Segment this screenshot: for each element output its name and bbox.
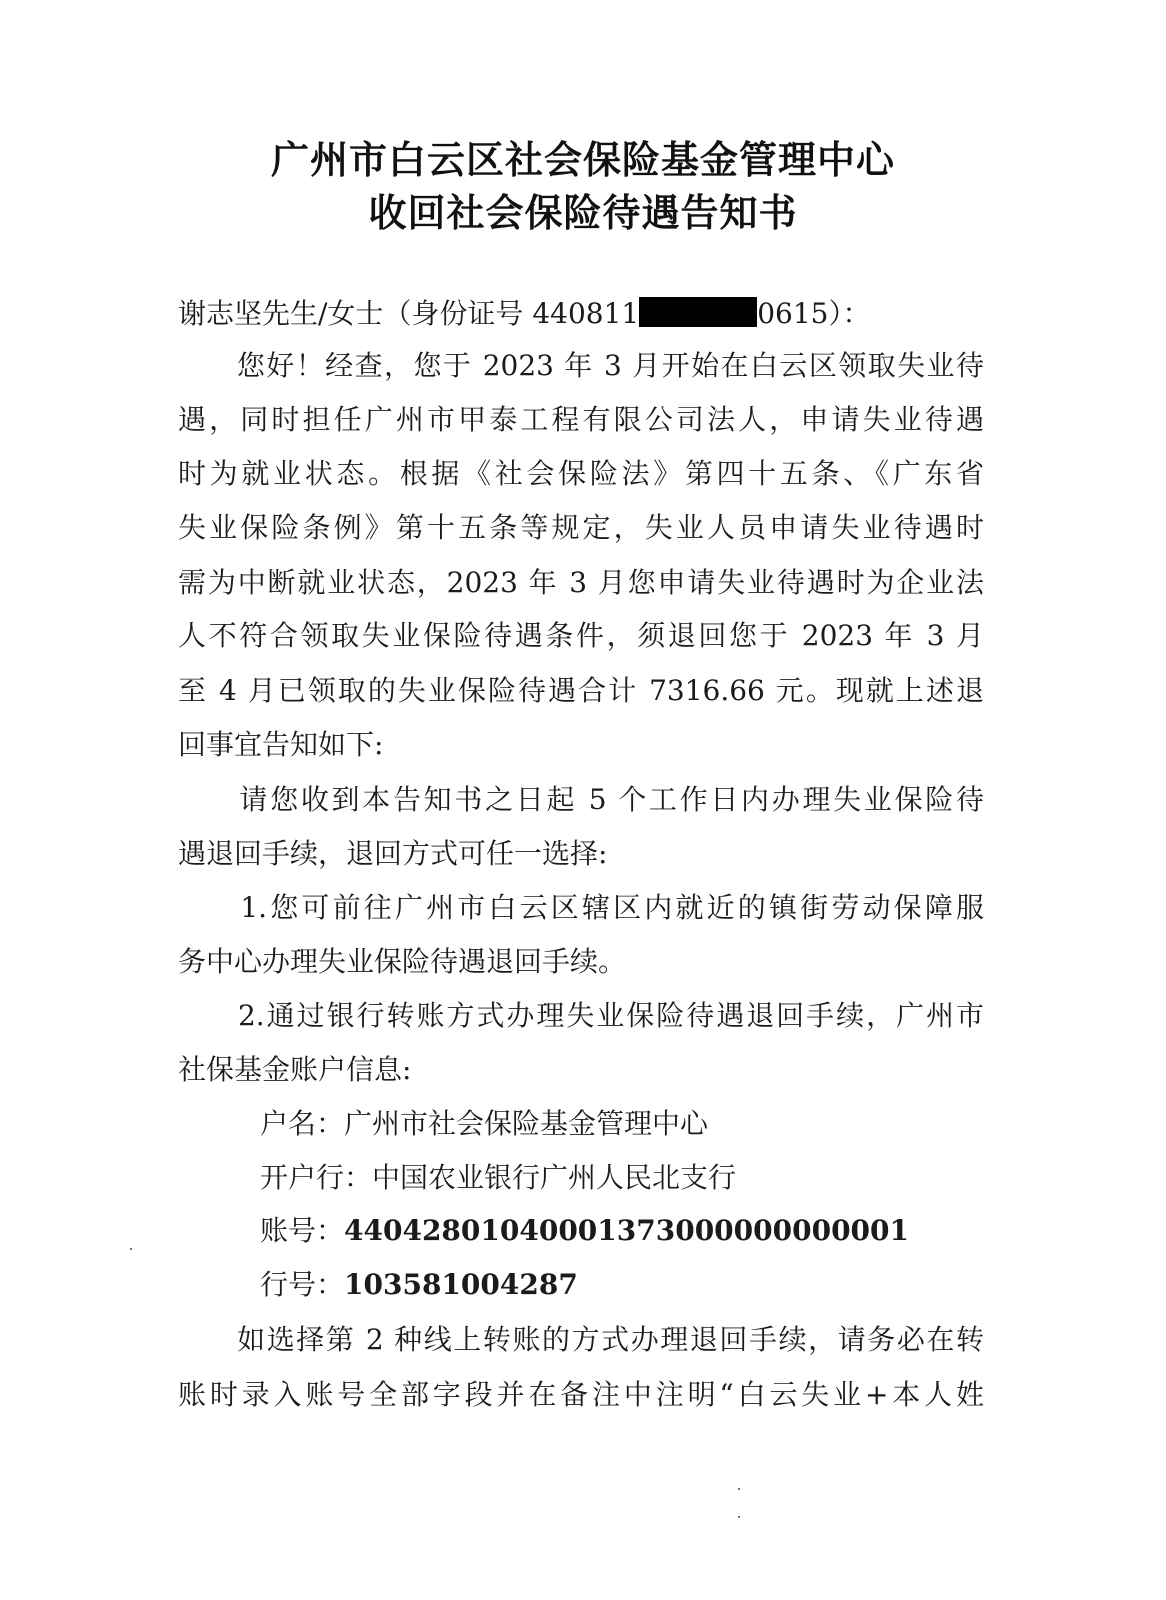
document-title-line1: 广州市白云区社会保险基金管理中心 [270, 138, 895, 182]
paragraph-1-line-2: 遇，同时担任广州市甲泰工程有限公司法人，申请失业待遇 [178, 403, 984, 436]
paragraph-5-line-2: 账时录入账号全部字段并在备注中注明“白云失业+本人姓 [178, 1378, 984, 1411]
account-number-row [260, 1214, 909, 1248]
salutation [178, 297, 871, 331]
account-name-value: 广州市社会保险基金管理中心 [344, 1107, 709, 1140]
salutation-suffix: 0615）： [757, 297, 871, 330]
paragraph-1-line-8: 回事宜告知如下: [178, 728, 384, 761]
bank-code-label: 行号： [260, 1268, 345, 1301]
account-bank-label: 开户行： [260, 1161, 373, 1194]
account-number-label: 账号： [260, 1214, 345, 1247]
paragraph-1-line-4: 失业保险条例》第十五条等规定，失业人员申请失业待遇时 [178, 511, 984, 544]
salutation-prefix: 谢志坚先生/女士（身份证号 440811 [178, 297, 640, 330]
scan-speck [738, 1516, 740, 1518]
bank-code-row [260, 1268, 578, 1302]
account-bank-row [260, 1161, 736, 1195]
account-number-value: 44042801040001373000000000001 [344, 1214, 910, 1247]
paragraph-2-line-2: 遇退回手续，退回方式可任一选择: [178, 837, 608, 870]
paragraph-1-line-5: 需为中断就业状态，2023 年 3 月您申请失业待遇时为企业法 [178, 566, 984, 599]
paragraph-1-line-7: 至 4 月已领取的失业保险待遇合计 7316.66 元。现就上述退 [178, 674, 984, 707]
document-title-line2: 收回社会保险待遇告知书 [368, 191, 798, 235]
paragraph-2-line-1: 请您收到本告知书之日起 5 个工作日内办理失业保险待 [178, 783, 984, 816]
scan-speck [130, 1248, 132, 1250]
paragraph-4-line-2: 社保基金账户信息: [178, 1053, 412, 1086]
account-bank-value: 中国农业银行广州人民北支行 [372, 1161, 737, 1194]
scan-speck [738, 1488, 740, 1490]
paragraph-3-line-1: 1.您可前往广州市白云区辖区内就近的镇街劳动保障服 [178, 891, 984, 924]
paragraph-3-line-2: 务中心办理失业保险待遇退回手续。 [178, 945, 627, 978]
paragraph-1-line-3: 时为就业状态。根据《社会保险法》第四十五条、《广东省 [178, 457, 984, 490]
paragraph-1-line-1: 您好！经查，您于 2023 年 3 月开始在白云区领取失业待 [178, 349, 984, 382]
bank-code-value: 103581004287 [344, 1268, 578, 1301]
paragraph-1-line-6: 人不符合领取失业保险待遇条件，须退回您于 2023 年 3 月 [178, 619, 984, 652]
paragraph-5-line-1: 如选择第 2 种线上转账的方式办理退回手续，请务必在转 [178, 1323, 984, 1356]
account-name-label: 户名： [260, 1107, 345, 1140]
redaction-block [639, 297, 757, 327]
paragraph-4-line-1: 2.通过银行转账方式办理失业保险待遇退回手续，广州市 [178, 999, 984, 1032]
account-name-row [260, 1107, 708, 1141]
